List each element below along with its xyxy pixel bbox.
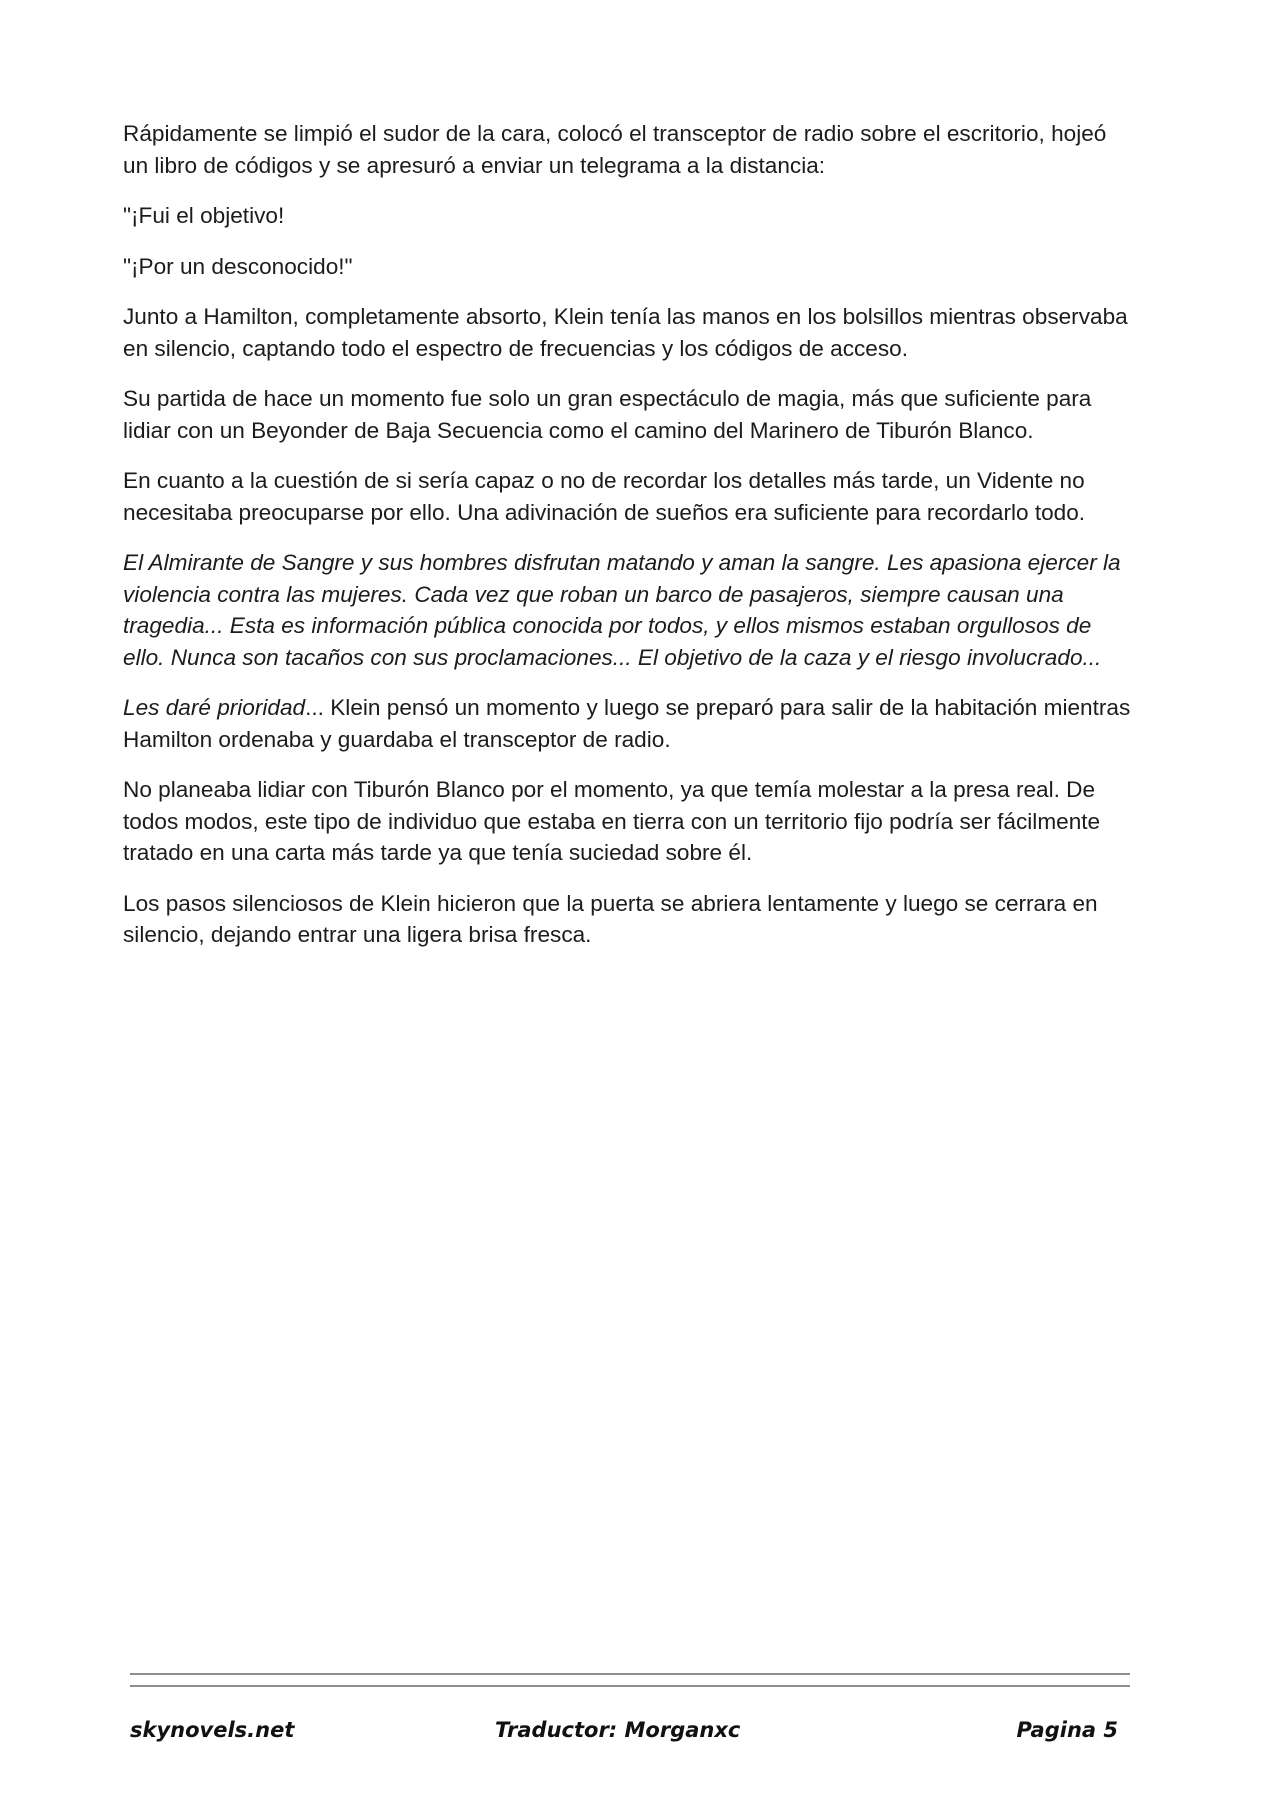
footer-site: skynovels.net <box>130 1718 295 1742</box>
paragraph-8-italic-lead: Les daré prioridad <box>123 695 306 720</box>
footer-divider-top <box>130 1673 1130 1675</box>
paragraph-8-text: ... Klein pensó un momento y luego se preparó para salir de la habitación mientras Hamilton ordenaba y guardaba el transceptor de radio. <box>123 695 1131 752</box>
page-footer <box>130 1718 1130 1750</box>
paragraph-10: Los pasos silenciosos de Klein hicieron que la puerta se abriera lentamente y luego se cerrara en silencio, dejando entrar una ligera brisa fresca. <box>123 890 1098 947</box>
paragraph-4: Junto a Hamilton, completamente absorto, Klein tenía las manos en los bolsillos mientras observaba en silencio, captando todo el espectro de frecuencias y los códigos de acceso. <box>123 304 1128 361</box>
paragraph-5: Su partida de hace un momento fue solo un gran espectáculo de magia, más que suficiente para lidiar con un Beyonder de Baja Secuencia como el camino del Marinero de Tiburón Blanco. <box>123 386 1092 443</box>
paragraph-8 <box>123 692 1133 755</box>
footer-translator: Traductor: Morganxc <box>495 1718 741 1742</box>
document-body <box>123 118 1133 970</box>
paragraph-1: Rápidamente se limpió el sudor de la cara, colocó el transceptor de radio sobre el escritorio, hojeó un libro de códigos y se apresuró a enviar un telegrama a la distancia: <box>123 121 1107 178</box>
paragraph-9: No planeaba lidiar con Tiburón Blanco por el momento, ya que temía molestar a la presa real. De todos modos, este tipo de individuo que estaba en tierra con un territorio fijo podría ser fácilmente tratado en una carta más tarde ya que tenía suciedad sobre él. <box>123 777 1101 865</box>
paragraph-3: "¡Por un desconocido!" <box>123 253 353 279</box>
paragraph-7-italic-thought: El Almirante de Sangre y sus hombres disfrutan matando y aman la sangre. Les apasiona ejercer la violencia contra las mujeres. Cada vez que roban un barco de pasajeros, siempre causan una tragedia... Esta es información pública conocida por todos, y ellos mismos estaban orgullosos de ello. Nunca son tacaños con sus proclamaciones... El objetivo de la caza y el riesgo involucrado... <box>123 550 1121 670</box>
footer-page-number: Pagina 5 <box>1016 1718 1118 1742</box>
paragraph-2: "¡Fui el objetivo! <box>123 203 285 228</box>
footer-divider-bottom <box>130 1685 1130 1687</box>
paragraph-6: En cuanto a la cuestión de si sería capaz o no de recordar los detalles más tarde, un Vidente no necesitaba preocuparse por ello. Una adivinación de sueños era suficiente para recordarlo todo. <box>123 468 1086 525</box>
